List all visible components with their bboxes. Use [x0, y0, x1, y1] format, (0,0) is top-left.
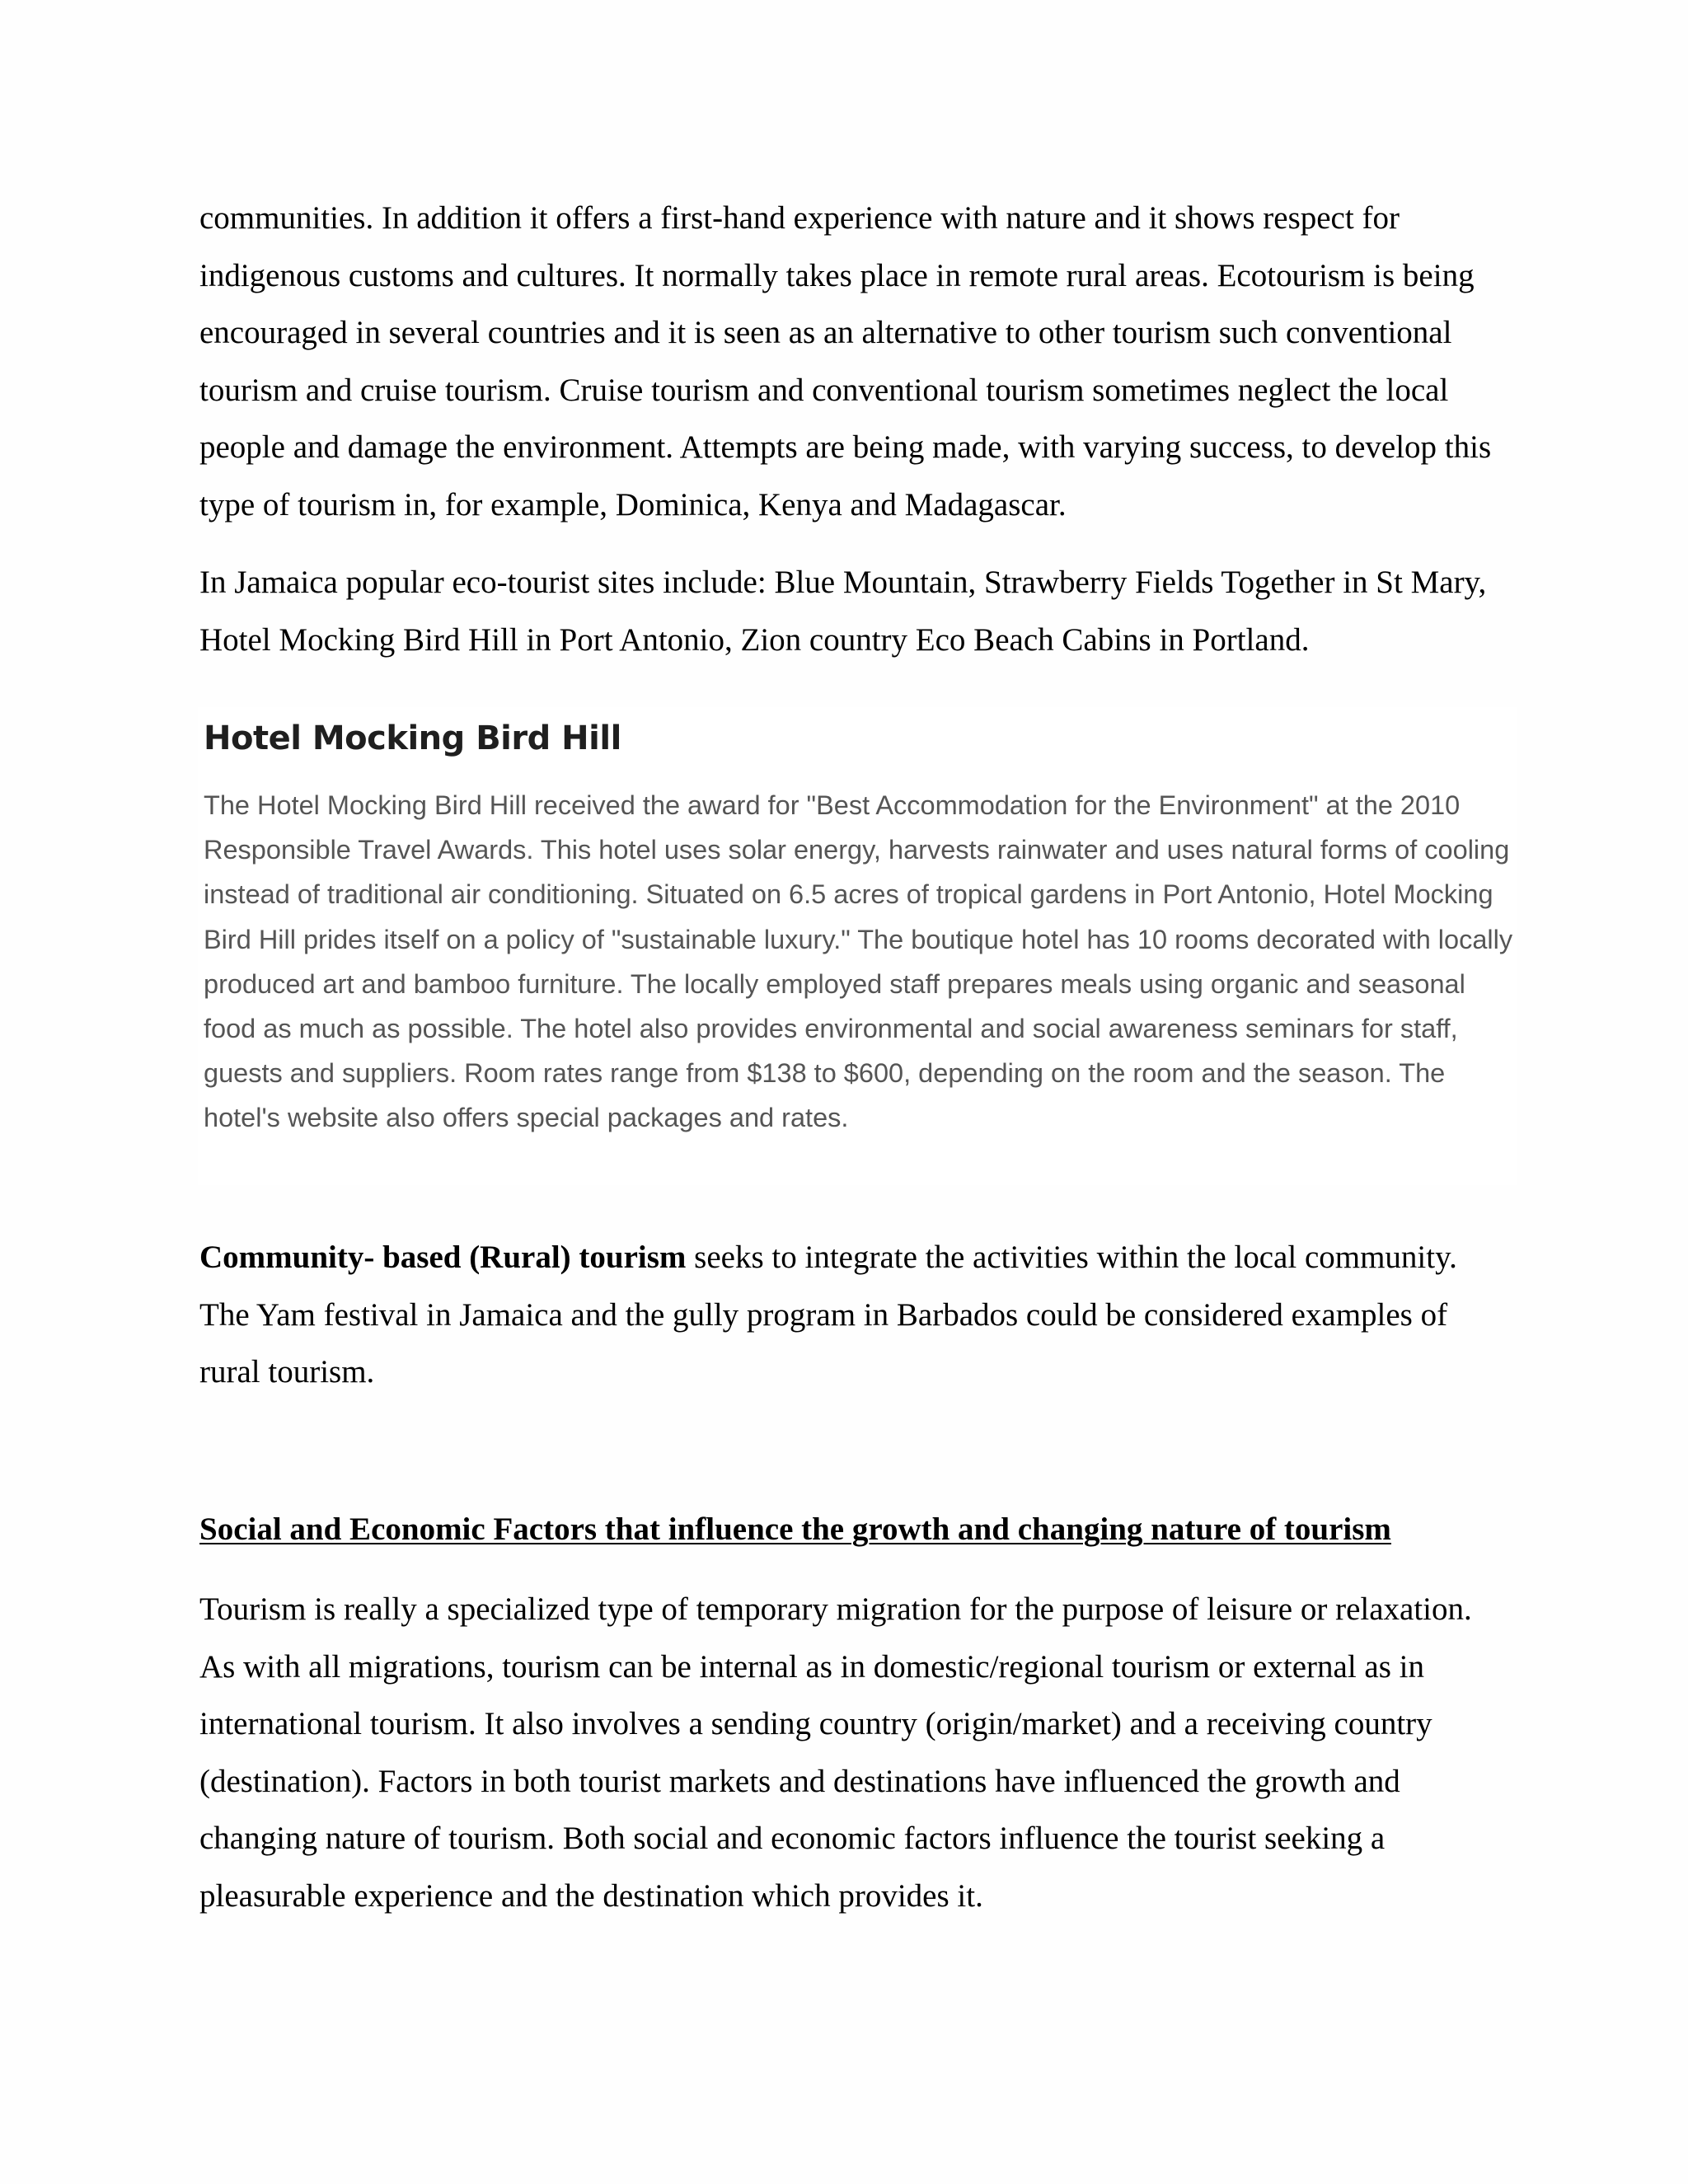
rural-tourism-text: seeks to integrate the activities within the local community. The Yam festival in Jamaica and the gully program in Barbados could be considered examples of rural tourism.	[199, 1240, 1457, 1390]
excerpt-body: The Hotel Mocking Bird Hill received the award for "Best Accommodation for the Environment" at the 2010 Responsible Travel Awards. This hotel uses solar energy, harvests rainwater and uses natural forms of cooling instead of traditional air conditioning. Situated on 6.5 acres of tropical gardens in Port Antonio, Hotel Mocking Bird Hill prides itself on a policy of "sustainable luxury." The boutique hotel has 10 rooms decorated with locally produced art and bamboo furniture. The locally employed staff prepares meals using organic and seasonal food as much as possible. The hotel also provides environmental and social awareness seminars for staff, guests and suppliers. Room rates range from $138 to $600, depending on the room and the season. The hotel's website also offers special packages and rates.	[204, 790, 1513, 1133]
hotel-excerpt-image	[198, 707, 1517, 1185]
rural-tourism-term: Community- based (Rural) tourism	[199, 1240, 687, 1275]
paragraph-jamaica-sites: In Jamaica popular eco-tourist sites include: Blue Mountain, Strawberry Fields Together in St Mary, Hotel Mocking Bird Hill in Port Antonio, Zion country Eco Beach Cabins in Portland.	[199, 565, 1487, 658]
paragraph-rural-tourism	[199, 1229, 1502, 1401]
paragraph-tourism-migration: Tourism is really a specialized type of temporary migration for the purpose of leisure or relaxation. As with all migrations, tourism can be internal as in domestic/regional tourism or external as in international tourism. It also involves a sending country (origin/market) and a receiving country (destination). Factors in both tourist markets and destinations have influenced the growth and changing nature of tourism. Both social and economic factors influence the tourist seeking a pleasurable experience and the destination which provides it.	[199, 1591, 1472, 1914]
paragraph-ecotourism: communities. In addition it offers a first-hand experience with nature and it shows respect for indigenous customs and cultures. It normally takes place in remote rural areas. Ecotourism is being encouraged in several countries and it is seen as an alternative to other tourism such conventional tourism and cruise tourism. Cruise tourism and conventional tourism sometimes neglect the local people and damage the environment. Attempts are being made, with varying success, to develop this type of tourism in, for example, Dominica, Kenya and Madagascar.	[199, 200, 1492, 523]
excerpt-title: Hotel Mocking Bird Hill	[204, 719, 621, 757]
section-heading: Social and Economic Factors that influence the growth and changing nature of tourism	[199, 1511, 1391, 1547]
